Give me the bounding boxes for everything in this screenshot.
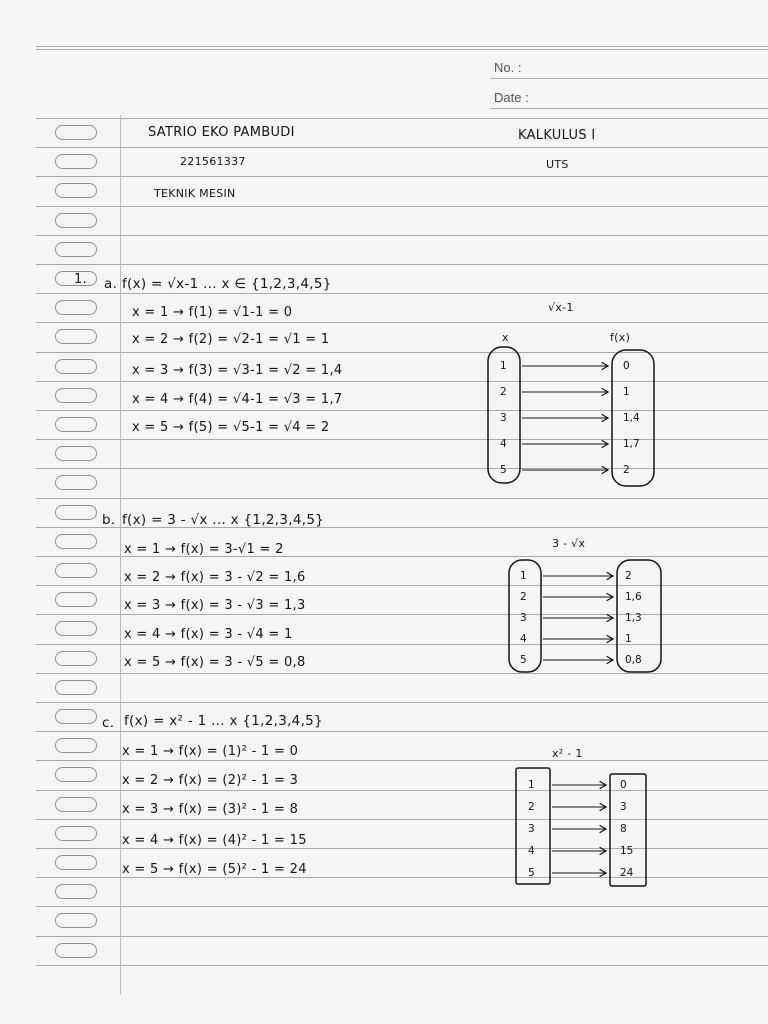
binder-ring: [55, 738, 97, 753]
ruled-line: [36, 206, 768, 207]
domain-element: 4: [528, 845, 535, 857]
binder-ring: [55, 446, 97, 461]
binder-ring: [55, 592, 97, 607]
domain-element: 2: [528, 801, 535, 813]
student-name: SATRIO EKO PAMBUDI: [148, 125, 295, 140]
domain-element: 1: [528, 779, 535, 791]
binder-ring: [55, 183, 97, 198]
codomain-element: 1,7: [623, 438, 640, 450]
codomain-element: 1: [625, 633, 632, 645]
part-b-step: x = 2 → f(x) = 3 - √2 = 1,6: [124, 570, 306, 585]
margin-line: [120, 115, 121, 994]
part-c-step: x = 5 → f(x) = (5)² - 1 = 24: [122, 862, 307, 877]
domain-element: 5: [528, 867, 535, 879]
part-a-step: x = 3 → f(3) = √3-1 = √2 = 1,4: [132, 363, 343, 378]
binder-ring: [55, 213, 97, 228]
binder-ring: [55, 388, 97, 403]
part-c-label: c.: [102, 715, 115, 731]
binder-ring: [55, 767, 97, 782]
date-label: Date :: [494, 90, 529, 105]
ruled-line: [36, 760, 768, 761]
problem-number: 1.: [74, 272, 88, 287]
domain-element: 1: [520, 570, 527, 582]
ruled-line: [36, 147, 768, 148]
binder-ring: [55, 125, 97, 140]
student-major: TEKNIK MESIN: [154, 187, 236, 200]
binder-ring: [55, 651, 97, 666]
domain-element: 5: [500, 464, 507, 476]
binder-ring: [55, 884, 97, 899]
binder-ring: [55, 505, 97, 520]
codomain-element: 1,3: [625, 612, 642, 624]
ruled-line: [36, 235, 768, 236]
part-c-step: x = 1 → f(x) = (1)² - 1 = 0: [122, 744, 299, 759]
mapping-diagram-b: [505, 558, 665, 678]
domain-element: 1: [500, 360, 507, 372]
part-a-step: x = 2 → f(2) = √2-1 = √1 = 1: [132, 332, 330, 347]
binder-ring: [55, 797, 97, 812]
part-a-definition: f(x) = √x-1 ... x ∈ {1,2,3,4,5}: [122, 276, 332, 292]
no-rule: [490, 78, 768, 79]
ruled-line: [36, 176, 768, 177]
binder-ring: [55, 300, 97, 315]
student-id: 221561337: [180, 155, 246, 168]
codomain-element: 1,4: [623, 412, 640, 424]
part-c-step: x = 3 → f(x) = (3)² - 1 = 8: [122, 802, 299, 817]
binder-ring: [55, 826, 97, 841]
diagram-c-title: x² - 1: [552, 747, 583, 760]
binder-ring: [55, 913, 97, 928]
top-rule: [36, 46, 768, 47]
mapping-diagram-c: [510, 766, 660, 888]
binder-ring: [55, 475, 97, 490]
domain-element: 4: [500, 438, 507, 450]
binder-ring: [55, 855, 97, 870]
codomain-element: 15: [620, 845, 634, 857]
codomain-element: 0: [623, 360, 630, 372]
binder-ring: [55, 709, 97, 724]
binder-ring: [55, 943, 97, 958]
domain-element: 4: [520, 633, 527, 645]
codomain-element: 0,8: [625, 654, 642, 666]
binder-ring: [55, 621, 97, 636]
codomain-element: 3: [620, 801, 627, 813]
part-b-definition: f(x) = 3 - √x ... x {1,2,3,4,5}: [122, 512, 325, 528]
binder-ring: [55, 534, 97, 549]
date-rule: [490, 108, 768, 109]
ruled-line: [36, 322, 768, 323]
codomain-element: 2: [625, 570, 632, 582]
part-c-step: x = 4 → f(x) = (4)² - 1 = 15: [122, 833, 307, 848]
diagram-a-title: √x-1: [548, 301, 574, 314]
binder-ring: [55, 359, 97, 374]
codomain-element: 2: [623, 464, 630, 476]
diagram-a-domain-label: x: [502, 331, 509, 344]
exam-label: UTS: [546, 158, 569, 171]
domain-element: 3: [528, 823, 535, 835]
domain-element: 3: [520, 612, 527, 624]
mapping-diagram-a: [480, 345, 660, 490]
part-a-step: x = 5 → f(5) = √5-1 = √4 = 2: [132, 420, 330, 435]
binder-ring: [55, 242, 97, 257]
part-c-definition: f(x) = x² - 1 ... x {1,2,3,4,5}: [124, 713, 323, 729]
part-b-label: b.: [102, 512, 116, 528]
diagram-b-title: 3 - √x: [552, 537, 586, 550]
ruled-line: [36, 498, 768, 499]
part-a-label: a.: [104, 276, 118, 292]
part-a-step: x = 4 → f(4) = √4-1 = √3 = 1,7: [132, 392, 343, 407]
ruled-line: [36, 118, 768, 119]
ruled-line: [36, 731, 768, 732]
part-c-step: x = 2 → f(x) = (2)² - 1 = 3: [122, 773, 299, 788]
codomain-element: 0: [620, 779, 627, 791]
codomain-element: 1: [623, 386, 630, 398]
part-b-step: x = 3 → f(x) = 3 - √3 = 1,3: [124, 598, 306, 613]
no-label: No. :: [494, 60, 522, 75]
ruled-line: [36, 965, 768, 966]
binder-ring: [55, 154, 97, 169]
domain-element: 5: [520, 654, 527, 666]
ruled-line: [36, 936, 768, 937]
binder-ring: [55, 417, 97, 432]
part-a-step: x = 1 → f(1) = √1-1 = 0: [132, 305, 293, 320]
domain-element: 3: [500, 412, 507, 424]
binder-ring: [55, 563, 97, 578]
ruled-line: [36, 906, 768, 907]
binder-ring: [55, 329, 97, 344]
ruled-line: [36, 702, 768, 703]
ruled-line: [36, 293, 768, 294]
part-b-step: x = 5 → f(x) = 3 - √5 = 0,8: [124, 655, 306, 670]
domain-element: 2: [520, 591, 527, 603]
part-b-step: x = 1 → f(x) = 3-√1 = 2: [124, 542, 284, 557]
course-subject: KALKULUS I: [518, 128, 596, 143]
codomain-element: 24: [620, 867, 634, 879]
codomain-element: 8: [620, 823, 627, 835]
domain-element: 2: [500, 386, 507, 398]
diagram-a-codomain-label: f(x): [610, 331, 631, 344]
binder-ring: [55, 680, 97, 695]
ruled-line: [36, 264, 768, 265]
part-b-step: x = 4 → f(x) = 3 - √4 = 1: [124, 627, 293, 642]
codomain-element: 1,6: [625, 591, 642, 603]
